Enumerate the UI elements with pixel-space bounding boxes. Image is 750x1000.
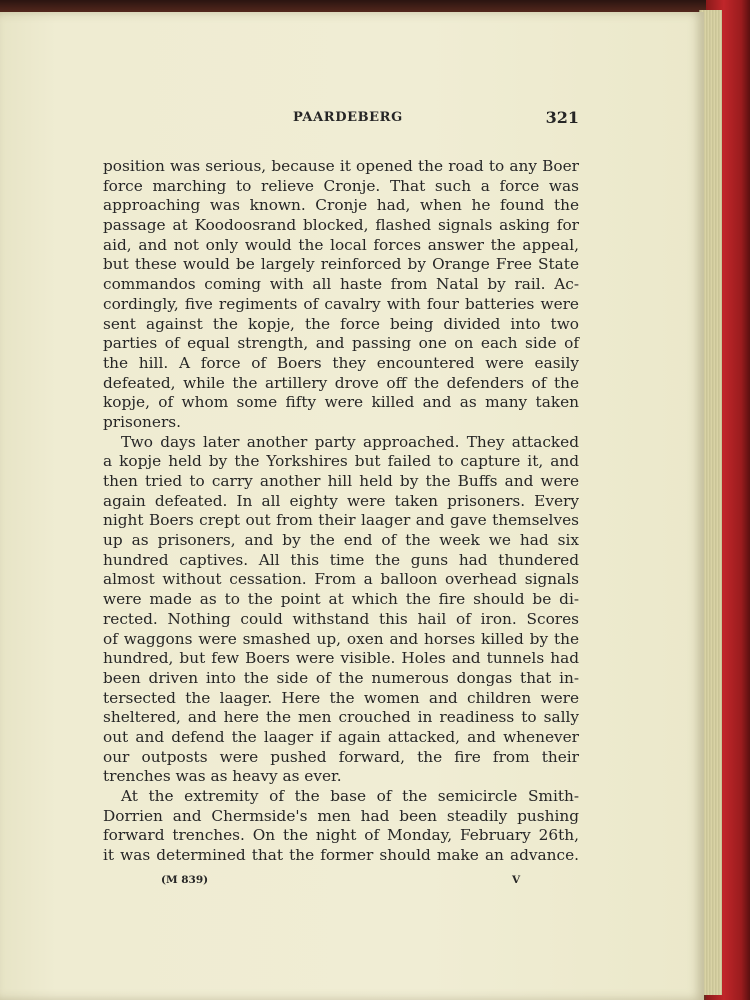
page-header [103, 108, 579, 130]
text-line: our outposts were pushed forward, the fire from their [103, 747, 579, 766]
text-line: defeated, while the artillery drove off the defenders of the [103, 373, 579, 392]
signature-letter: V [512, 874, 521, 886]
text-line: of waggons were smashed up, oxen and horses killed by the [103, 629, 579, 648]
page-footer [103, 874, 579, 892]
text-line: tersected the laager. Here the women and children were [103, 688, 579, 707]
text-line: cordingly, five regiments of cavalry with four batteries were [103, 294, 579, 313]
text-line: again defeated. In all eighty were taken prisoners. Every [103, 491, 579, 510]
text-line: almost without cessation. From a balloon overhead signals [103, 570, 579, 589]
text-line: At the extremity of the base of the semicircle Smith- [121, 787, 579, 805]
text-line: night Boers crept out from their laager and gave themselves [103, 511, 579, 530]
text-line: forward trenches. On the night of Monday, February 26th, [103, 826, 579, 845]
text-line: a kopje held by the Yorkshires but failed to capture it, and [103, 452, 579, 471]
page-number: 321 [545, 108, 579, 127]
text-line: the hill. A force of Boers they encountered were easily [103, 353, 579, 372]
text-line: parties of equal strength, and passing one on each side of [103, 334, 579, 353]
text-line: prisoners. [103, 412, 181, 431]
text-line: commandos coming with all haste from Natal by rail. Ac- [103, 275, 579, 294]
text-line: rected. Nothing could withstand this hail of iron. Scores [103, 609, 579, 628]
text-line: passage at Koodoosrand blocked, flashed signals asking for [103, 216, 579, 235]
text-line: up as prisoners, and by the end of the week we had six [103, 531, 579, 550]
text-line: sheltered, and here the men crouched in readiness to sally [103, 708, 579, 727]
text-line: out and defend the laager if again attacked, and whenever [103, 727, 579, 746]
text-line: hundred, but few Boers were visible. Holes and tunnels had [103, 649, 579, 668]
text-line: then tried to carry another hill held by the Buffs and were [103, 472, 579, 490]
text-line: sent against the kopje, the force being divided into two [103, 314, 579, 333]
text-line: force marching to relieve Cronje. That such a force was [103, 176, 579, 195]
text-line: Two days later another party approached. They attacked [121, 432, 579, 451]
body-text [103, 157, 579, 866]
text-line: been driven into the side of the numerous dongas that in- [103, 668, 579, 687]
text-line: aid, and not only would the local forces answer the appeal, [103, 235, 579, 254]
text-line: hundred captives. All this time the guns had thundered [103, 550, 579, 569]
text-line: kopje, of whom some fifty were killed and as many taken [103, 393, 579, 412]
text-line: were made as to the point at which the fire should be di- [103, 590, 579, 609]
text-line: but these would be largely reinforced by Orange Free State [103, 255, 579, 274]
text-line: it was determined that the former should make an advance. [103, 846, 579, 865]
text-line: trenches was as heavy as ever. [103, 767, 342, 786]
text-line: approaching was known. Cronje had, when he found the [103, 196, 579, 215]
text-line: Dorrien and Chermside's men had been steadily pushing [103, 806, 579, 825]
running-title: PAARDEBERG [293, 110, 403, 125]
text-line: position was serious, because it opened the road to any Boer [103, 157, 579, 175]
signature-code: (M 839) [161, 874, 209, 886]
